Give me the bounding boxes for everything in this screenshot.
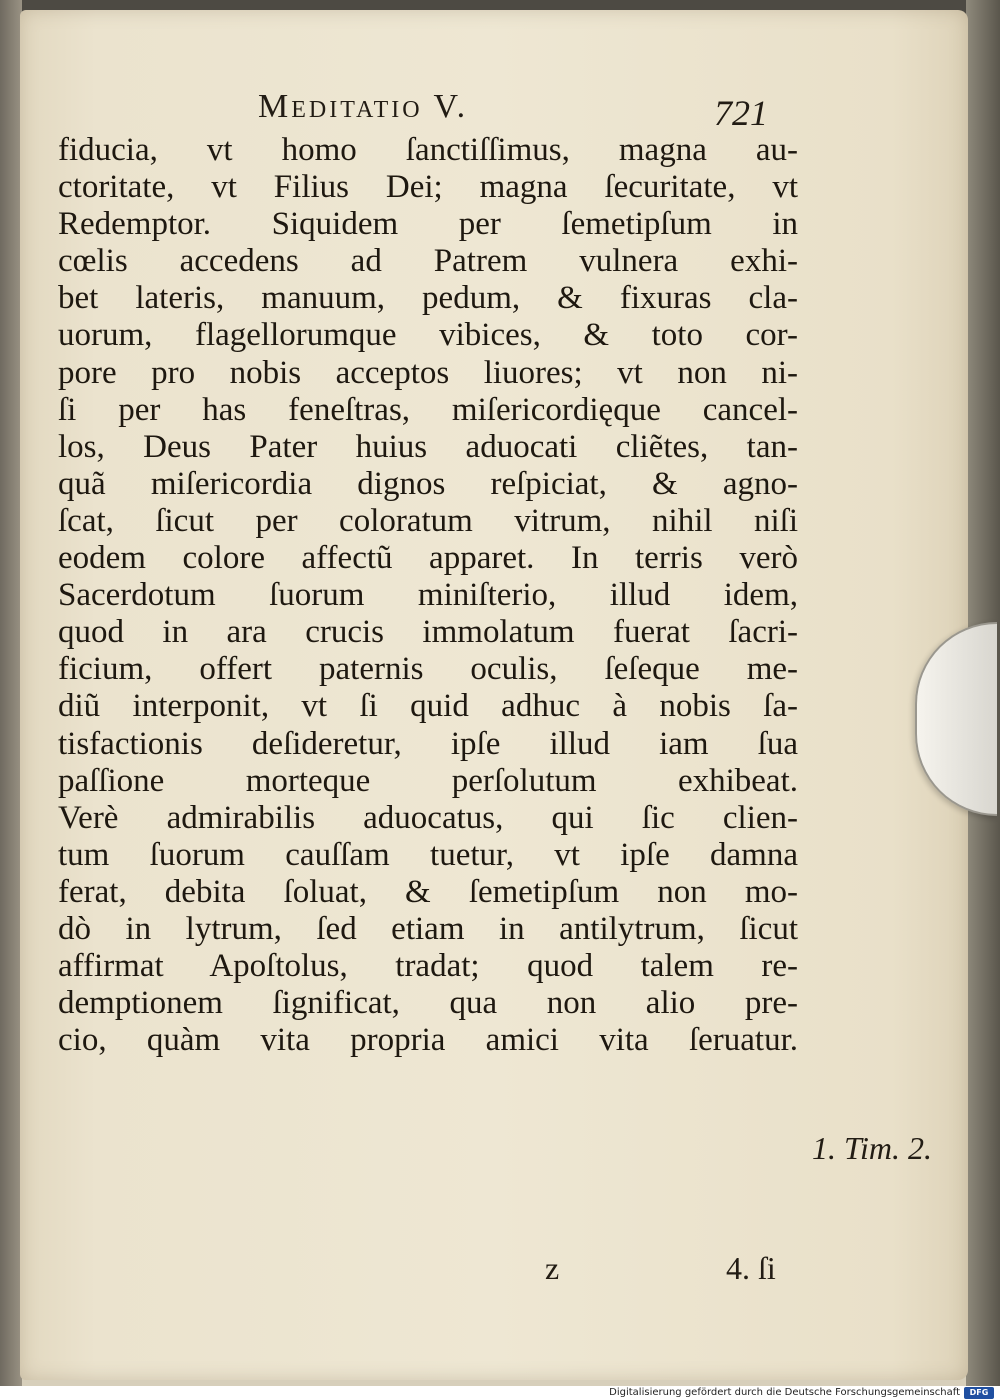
text-line: Sacerdotum ſuorum miniſterio, illud idem, — [58, 577, 798, 614]
body-text — [58, 132, 798, 1059]
text-line: ctoritate, vt Filius Dei; magna ſecuritate, vt — [58, 169, 798, 206]
signature-mark: z — [545, 1250, 560, 1286]
footer-bar — [0, 1386, 1000, 1400]
text-line: quã miſericordia dignos reſpiciat, & agno- — [58, 465, 798, 502]
marginal-note: 1. Tim. 2. — [812, 1130, 933, 1166]
text-line: dò in lytrum, ſed etiam in antilytrum, ſicut — [58, 910, 798, 947]
book-cover-edge-left — [0, 0, 22, 1386]
catchword: 4. ſi — [726, 1250, 776, 1286]
text-line: diũ interponit, vt ſi quid adhuc à nobis ſa- — [58, 688, 798, 725]
text-line: Redemptor. Siquidem per ſemetipſum in — [58, 206, 798, 243]
dfg-logo-icon: DFG — [964, 1387, 994, 1399]
text-line: uorum, flagellorumque vibices, & toto cor- — [58, 317, 798, 354]
text-line: quod in ara crucis immolatum fuerat ſacri- — [58, 614, 798, 651]
book-page — [20, 10, 968, 1380]
text-line: ſcat, ſicut per coloratum vitrum, nihil niſi — [58, 502, 798, 539]
text-line: paſſione morteque perſolutum exhibeat. — [58, 762, 798, 799]
text-line: bet lateris, manuum, pedum, & fixuras cla- — [58, 280, 798, 317]
text-line: fiducia, vt homo ſanctiſſimus, magna au- — [58, 132, 798, 168]
text-line: ferat, debita ſoluat, & ſemetipſum non mo- — [58, 873, 798, 910]
text-line: tum ſuorum cauſſam tuetur, vt ipſe damna — [58, 836, 798, 873]
text-line: pore pro nobis acceptos liuores; vt non ni- — [58, 354, 798, 391]
page-number: 721 — [714, 93, 768, 133]
text-line: eodem colore affectũ apparet. In terris verò — [58, 540, 798, 577]
running-head: Meditatio V. — [258, 88, 469, 125]
text-line: los, Deus Pater huius aduocati cliẽtes, tan- — [58, 428, 798, 465]
text-line: cio, quàm vita propria amici vita ſeruatur. — [58, 1022, 798, 1059]
footer-credit: Digitalisierung gefördert durch die Deutsche Forschungsgemeinschaft — [609, 1387, 960, 1398]
text-line: ficium, offert paternis oculis, ſeſeque me- — [58, 651, 798, 688]
text-line: ſi per has feneſtras, miſericordięque cancel- — [58, 391, 798, 428]
text-line: Verè admirabilis aduocatus, qui ſic clien- — [58, 799, 798, 836]
text-line: tisfactionis deſideretur, ipſe illud iam ſua — [58, 725, 798, 762]
text-line: cœlis accedens ad Patrem vulnera exhi- — [58, 243, 798, 280]
text-line: affirmat Apoſtolus, tradat; quod talem re- — [58, 948, 798, 985]
text-line: demptionem ſignificat, qua non alio pre- — [58, 985, 798, 1022]
page-header — [20, 88, 968, 133]
